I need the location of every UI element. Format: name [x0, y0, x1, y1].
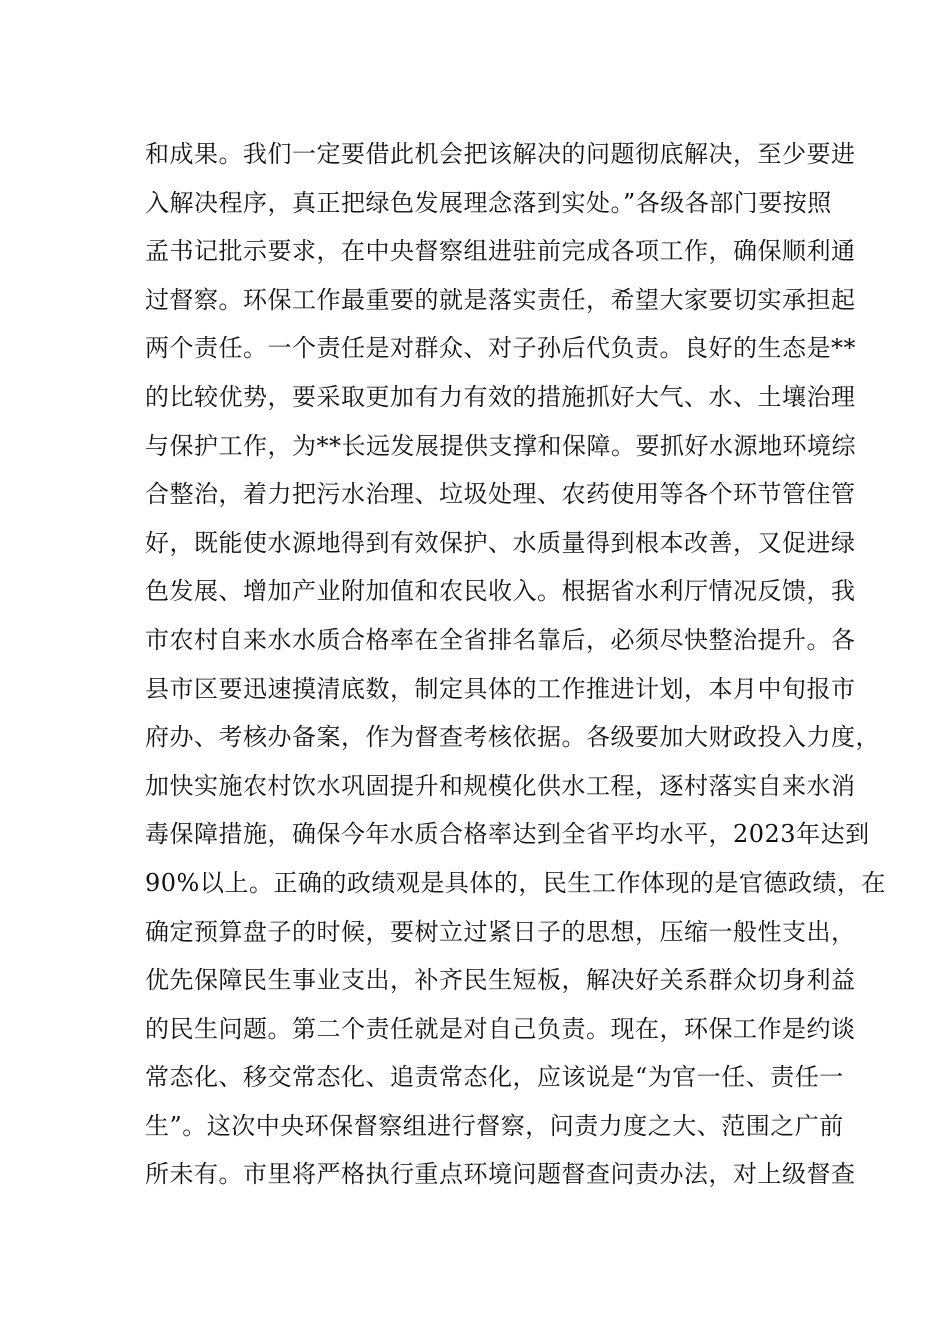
- text-line: 好，既能使水源地得到有效保护、水质量得到根本改善，又促进绿: [145, 528, 856, 557]
- text-line: 色发展、增加产业附加值和农民收入。根据省水利厅情况反馈，我: [145, 577, 856, 606]
- text-line: 常态化、移交常态化、追责常态化，应该说是“为官一任、责任一: [145, 1063, 844, 1092]
- text-line: 过督察。环保工作最重要的就是落实责任，希望大家要切实承担起: [145, 285, 856, 314]
- body-text: [145, 130, 886, 1199]
- text-line: 两个责任。一个责任是对群众、对子孙后代负责。良好的生态是**: [145, 334, 856, 363]
- text-line: 生”。这次中央环保督察组进行督察，问责力度之大、范围之广前: [145, 1111, 844, 1140]
- text-line: 加快实施农村饮水巩固提升和规模化供水工程，逐村落实自来水消: [145, 771, 856, 800]
- text-line: 市农村自来水水质合格率在全省排名靠后，必须尽快整治提升。各: [145, 625, 856, 654]
- text-line: 的比较优势，要采取更加有力有效的措施抓好大气、水、土壤治理: [145, 382, 856, 411]
- text-line: 毒保障措施，确保今年水质合格率达到全省平均水平，2023年达到: [145, 820, 870, 849]
- text-line: 合整治，着力把污水治理、垃圾处理、农药使用等各个环节管住管: [145, 480, 856, 509]
- text-line: 的民生问题。第二个责任就是对自己负责。现在，环保工作是约谈: [145, 1014, 856, 1043]
- text-line: 确定预算盘子的时候，要树立过紧日子的思想，压缩一般性支出，: [145, 917, 856, 946]
- text-line: 优先保障民生事业支出，补齐民生短板，解决好关系群众切身利益: [145, 966, 856, 995]
- text-line: 与保护工作，为**长远发展提供支撑和保障。要抓好水源地环境综: [145, 431, 856, 460]
- text-line: 孟书记批示要求，在中央督察组进驻前完成各项工作，确保顺利通: [145, 237, 856, 266]
- text-line: 90%以上。正确的政绩观是具体的，民生工作体现的是官德政绩，在: [145, 868, 886, 897]
- text-line: 和成果。我们一定要借此机会把该解决的问题彻底解决，至少要进: [145, 140, 856, 168]
- text-line: 所未有。市里将严格执行重点环境问题督查问责办法，对上级督查: [145, 1160, 856, 1189]
- text-line: 入解决程序，真正把绿色发展理念落到实处。”各级各部门要按照: [145, 188, 832, 217]
- text-line: 县市区要迅速摸清底数，制定具体的工作推进计划，本月中旬报市: [145, 674, 856, 703]
- text-line: 府办、考核办备案，作为督查考核依据。各级要加大财政投入力度，: [145, 723, 880, 752]
